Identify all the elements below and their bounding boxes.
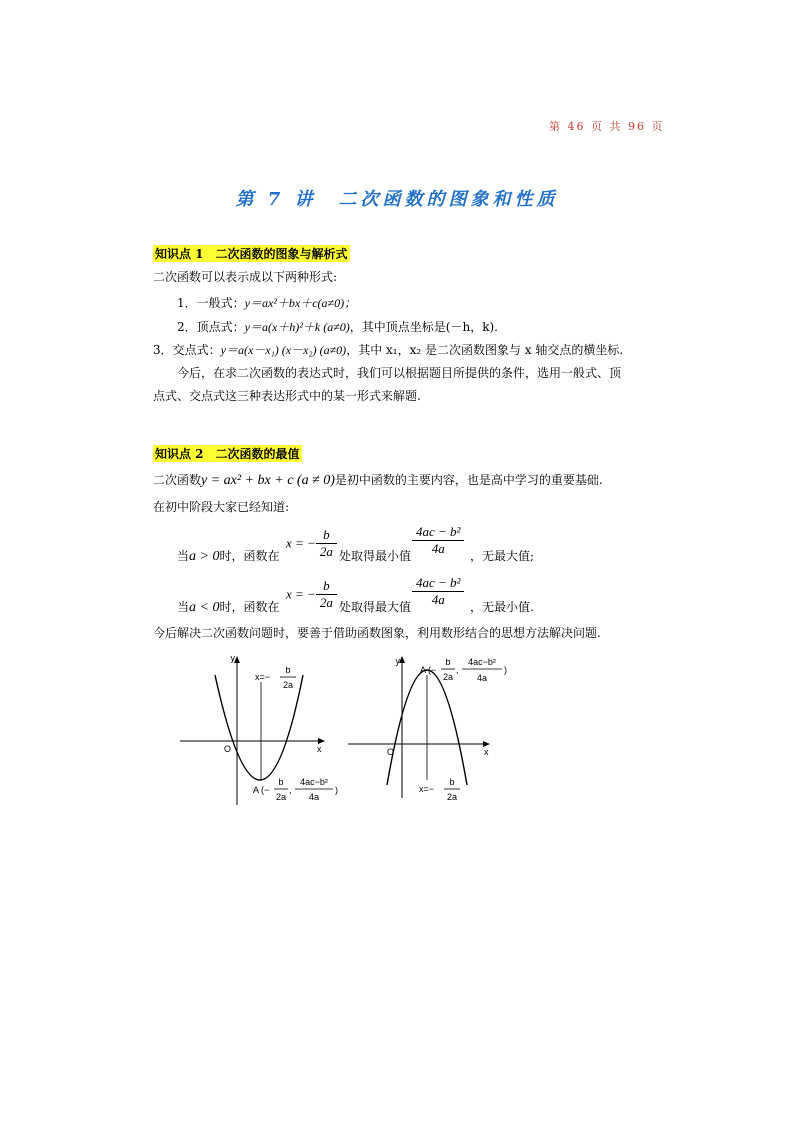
item3-formula: y＝a(x－x₁) (x－x₂) (a≠0) [220, 343, 347, 357]
graph-left-vertex-close: ) [335, 785, 338, 795]
graph-right-vertex-2a: 2a [442, 672, 454, 682]
graph-right-vertex-comma: , [456, 665, 459, 675]
graph-right-vertex-den: 4a [476, 673, 488, 683]
graph-left [175, 650, 350, 810]
graph-left-origin: O [224, 744, 232, 754]
case2-prefix [177, 598, 279, 616]
case1-x-eq: x = − [286, 535, 316, 551]
section2-heading: 知识点 2 二次函数的最值 [155, 447, 300, 461]
case2-val-den: 4a [431, 592, 445, 607]
case1-num-b: b [316, 527, 337, 544]
graph-right-axis-2a: 2a [446, 792, 458, 802]
case2-value [412, 575, 464, 608]
case1-val-den: 4a [431, 541, 445, 556]
item2-formula: y＝a(x＋h)²＋k (a≠0) [244, 320, 350, 334]
graph-left-vertex-b: b [278, 777, 284, 787]
item1-formula: y＝ax²＋bx＋c(a≠0)； [244, 296, 357, 310]
case2-val-num: 4ac − b² [412, 575, 464, 592]
case1-xeq [286, 527, 337, 560]
case2-den-2a: 2a [319, 595, 333, 610]
item2-tail: ，其中顶点坐标是(－h，k). [349, 320, 498, 334]
graph-right [345, 650, 520, 810]
graph-left-x-label: x [317, 744, 322, 754]
section1-intro: 二次函数可以表示成以下两种形式: [153, 270, 338, 284]
graph-left-vertex-A: A [253, 785, 260, 795]
case1-mid1: 时，函数在 [219, 549, 280, 563]
case1-frac-b2a [316, 527, 337, 560]
item2-label: 2．顶点式： [177, 320, 245, 334]
case2-dang: 当 [177, 600, 190, 614]
case2-mid1: 时，函数在 [219, 600, 280, 614]
line1-formula: y = ax² + bx + c (a ≠ 0) [201, 473, 335, 488]
graph-right-origin: O [387, 747, 395, 757]
case2-cond: a < 0 [189, 600, 220, 615]
case1-mid2: 处取得最小值 [339, 549, 412, 563]
section1-item3 [153, 341, 623, 358]
section1-item2 [177, 318, 498, 335]
case1-frac-value [412, 524, 464, 557]
line1-suffix: 是初中函数的主要内容，也是高中学习的重要基础. [334, 473, 603, 487]
section2-line1 [153, 471, 603, 489]
section2-conclusion: 今后解决二次函数问题时，要善于借助函数图象，利用数形结合的思想方法解决问题. [153, 626, 601, 640]
case2-num-b: b [316, 578, 337, 595]
graph-left-axis-2a: 2a [282, 680, 294, 690]
item3-tail: ，其中 x₁，x₂ 是二次函数图象与 x 轴交点的横坐标. [346, 343, 624, 357]
case1-dang: 当 [177, 549, 190, 563]
case2-x-eq: x = − [286, 586, 316, 602]
graph-left-vertex-den: 4a [308, 792, 320, 802]
graph-left-vertex-comma: , [289, 785, 292, 795]
graph-right-vertex-open: (− [428, 665, 437, 675]
graph-left-vertex-open: (− [261, 785, 270, 795]
item3-label: 3．交点式： [153, 343, 221, 357]
case1-den-2a: 2a [319, 544, 333, 559]
case2-frac-value [412, 575, 464, 608]
graph-right-vertex-num: 4ac−b² [468, 657, 496, 667]
graph-right-x-label: x [484, 747, 489, 757]
case2-xeq [286, 578, 337, 611]
case2-tail: ，无最小值. [470, 600, 534, 614]
case1-prefix [177, 547, 279, 565]
section1-item1 [177, 294, 356, 311]
section1-heading: 知识点 1 二次函数的图象与解析式 [155, 247, 348, 261]
item1-label: 1．一般式： [177, 296, 245, 310]
case1-value [412, 524, 464, 557]
line1-prefix: 二次函数 [153, 473, 202, 487]
section2-line2: 在初中阶段大家已经知道: [153, 500, 290, 514]
case2-frac-b2a [316, 578, 337, 611]
graph-left-axis-b: b [285, 665, 291, 675]
graph-left-vertex-num: 4ac−b² [300, 777, 328, 787]
graph-right-axis-eq: x=− [419, 784, 435, 794]
graph-right-axis-b: b [449, 777, 455, 787]
graph-left-y-label: y [230, 653, 235, 663]
page-title: 第 7 讲 二次函数的图象和性质 [235, 189, 559, 210]
case1-tail: ，无最大值; [470, 549, 535, 563]
page-number: 第 46 页 共 96 页 [549, 120, 665, 133]
graph-right-y-label: y [395, 656, 400, 666]
graph-right-vertex-b: b [445, 657, 451, 667]
graph-left-axis-eq: x=− [255, 672, 271, 682]
graph-right-vertex-A: A [420, 665, 427, 675]
section1-para-line1: 今后，在求二次函数的表达式时，我们可以根据题目所提供的条件，选用一般式、顶 [177, 366, 622, 380]
section1-para-line2: 点式、交点式这三种表达形式中的某一形式来解题. [153, 389, 421, 403]
graph-left-parabola [215, 675, 303, 780]
case1-val-num: 4ac − b² [412, 524, 464, 541]
case1-cond: a > 0 [189, 549, 220, 564]
case2-mid2: 处取得最大值 [339, 600, 412, 614]
graph-left-vertex-2a: 2a [275, 792, 287, 802]
graph-right-vertex-close: ) [504, 665, 507, 675]
